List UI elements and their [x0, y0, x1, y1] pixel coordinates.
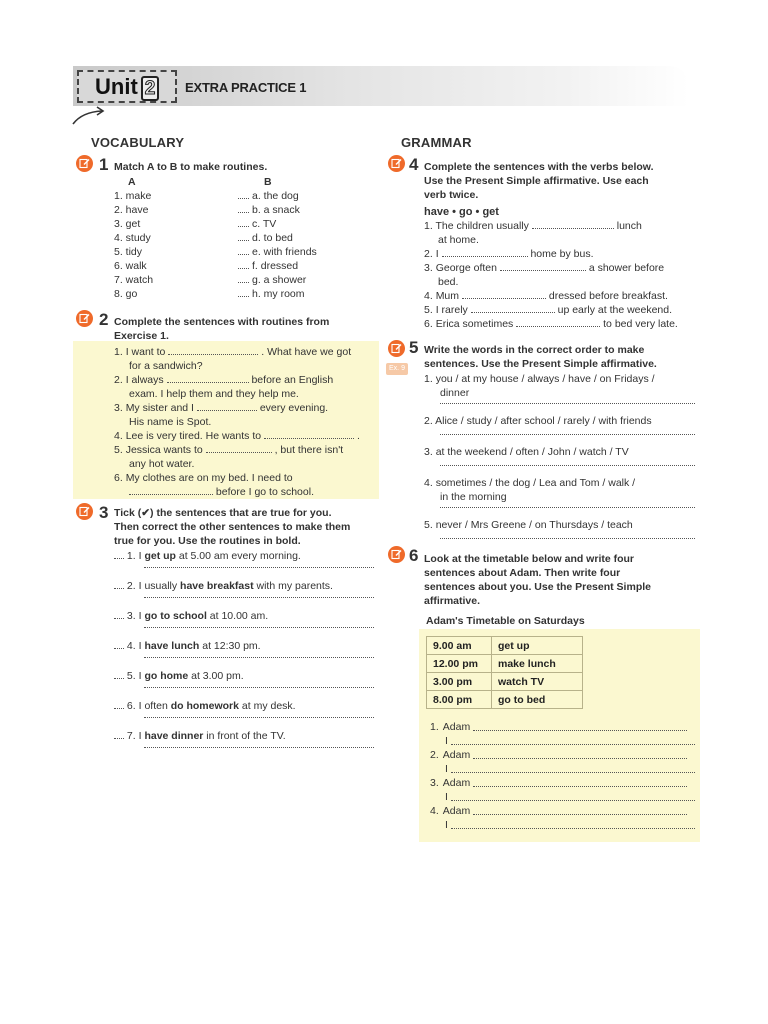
list-item-continued	[114, 359, 376, 373]
item-text: Lee is very tired. He wants to	[125, 430, 262, 442]
list-item	[424, 247, 694, 261]
match-item-b	[238, 245, 317, 259]
item-number: 4.	[430, 805, 439, 817]
timetable-time: 8.00 pm	[427, 691, 492, 709]
item-text: Alice / study / after school / rarely / with friends	[435, 415, 652, 427]
match-item-b	[238, 287, 317, 301]
vocabulary-heading: VOCABULARY	[91, 135, 185, 150]
tick-box[interactable]	[114, 610, 124, 619]
item-number: 6.	[126, 700, 136, 712]
answer-subject: Adam	[442, 721, 471, 733]
list-item	[114, 609, 379, 623]
item-text: home by bus.	[530, 248, 594, 260]
exercise-reference-badge: Ex. 9	[386, 363, 408, 375]
item-text: lunch	[616, 220, 642, 232]
match-blank[interactable]	[238, 232, 249, 241]
timetable-time: 3.00 pm	[427, 673, 492, 691]
item-text: Mum	[435, 290, 460, 302]
tick-box[interactable]	[114, 730, 124, 739]
answer-row	[430, 720, 695, 734]
curved-arrow-icon	[68, 98, 108, 128]
answer-row	[430, 748, 695, 762]
match-item-b	[238, 217, 317, 231]
match-item-text: a. the dog	[252, 190, 299, 202]
match-item-b	[238, 189, 317, 203]
list-item-continued	[114, 415, 376, 429]
match-item-a: 1. make	[114, 190, 152, 202]
timetable-row	[427, 655, 583, 673]
item-text: My clothes are on my bed. I need to	[125, 472, 293, 484]
exercise-instruction: Exercise 1.	[114, 330, 169, 342]
item-number: 3.	[114, 402, 123, 414]
exercise-2-items	[114, 345, 376, 499]
item-text: at 5.00 am every morning.	[175, 550, 301, 562]
item-text: . What have we got	[261, 346, 352, 358]
answer-blank[interactable]	[206, 444, 272, 453]
answer-subject: I	[445, 763, 448, 775]
routine-bold: do homework	[170, 700, 239, 712]
list-item	[424, 261, 694, 275]
list-item-continued: at home.	[438, 234, 479, 246]
exercise-3-items	[114, 549, 379, 759]
pencil-edit-icon	[76, 155, 93, 172]
list-item	[114, 471, 376, 485]
exercise-number: 2	[99, 310, 109, 329]
item-text: in front of the TV.	[203, 730, 286, 742]
pencil-edit-icon	[76, 503, 93, 520]
answer-line[interactable]	[144, 747, 374, 748]
answer-line[interactable]	[144, 597, 374, 598]
exercise-instruction: Match A to B to make routines.	[114, 161, 268, 173]
list-item	[424, 414, 694, 428]
match-item-a: 5. tidy	[114, 246, 143, 258]
item-text: at my desk.	[238, 700, 296, 712]
unit-word: Unit	[95, 74, 138, 99]
item-number: 2.	[126, 580, 136, 592]
answer-line[interactable]	[451, 800, 695, 801]
match-blank[interactable]	[238, 274, 249, 283]
timetable-time: 9.00 am	[427, 637, 492, 655]
timetable-title: Adam's Timetable on Saturdays	[426, 615, 585, 627]
answer-blank[interactable]	[442, 248, 528, 257]
exercise-number: 5	[409, 338, 419, 357]
list-item	[424, 303, 694, 317]
answer-line[interactable]	[440, 507, 695, 508]
list-item	[424, 518, 694, 532]
match-item-text: c. TV	[252, 218, 277, 230]
item-number: 5.	[424, 304, 433, 316]
answer-line[interactable]	[144, 627, 374, 628]
item-text: , but there isn't	[274, 444, 344, 456]
page-title: EXTRA PRACTICE 1	[185, 80, 307, 95]
match-item-a: 7. watch	[114, 274, 154, 286]
answer-line[interactable]	[473, 814, 687, 815]
answer-line[interactable]	[473, 786, 687, 787]
item-text: I	[138, 670, 145, 682]
answer-row	[430, 818, 695, 832]
exercise-instruction: sentences about you. Use the Present Simple	[424, 581, 651, 593]
item-number: 1.	[126, 550, 136, 562]
match-item-b	[238, 231, 317, 245]
timetable	[426, 636, 583, 709]
tick-box[interactable]	[114, 580, 124, 589]
pencil-edit-icon	[76, 310, 93, 327]
item-number: 2.	[424, 415, 433, 427]
item-number: 4.	[114, 430, 123, 442]
match-item-b	[238, 273, 317, 287]
list-item-continued: bed.	[438, 276, 459, 288]
item-text: I	[138, 640, 145, 652]
item-text: I often	[138, 700, 171, 712]
item-number: 1.	[430, 721, 439, 733]
item-number: 2.	[430, 749, 439, 761]
list-item	[424, 476, 694, 490]
timetable-activity: go to bed	[492, 691, 583, 709]
item-number: 1.	[424, 220, 433, 232]
list-item	[114, 373, 376, 387]
item-text: before I go to school.	[215, 486, 314, 498]
timetable-activity: get up	[492, 637, 583, 655]
answer-line[interactable]	[144, 657, 374, 658]
timetable-row	[427, 673, 583, 691]
answer-subject: Adam	[442, 805, 471, 817]
item-text: you / at my house / always / have / on Fridays /	[435, 373, 655, 385]
answer-line[interactable]	[440, 465, 695, 466]
item-text: George often	[435, 262, 497, 274]
item-text: any hot water.	[129, 458, 195, 470]
list-item	[114, 401, 376, 415]
item-text: Jessica wants to	[125, 444, 203, 456]
item-text: at 12:30 pm.	[199, 640, 261, 652]
verb-box: have • go • get	[424, 206, 499, 218]
pencil-edit-icon	[388, 340, 405, 357]
match-blank[interactable]	[238, 190, 249, 199]
answer-subject: I	[445, 735, 448, 747]
list-item	[114, 429, 376, 443]
answer-blank[interactable]	[516, 318, 600, 327]
list-item	[424, 289, 694, 303]
answer-line[interactable]	[473, 730, 687, 731]
item-number: 2.	[114, 374, 123, 386]
item-text: .	[356, 430, 360, 442]
exercise-number: 4	[409, 155, 419, 174]
column-b-list	[238, 189, 317, 301]
item-number: 5.	[126, 670, 136, 682]
item-text: at the weekend / often / John / watch / TV	[435, 446, 629, 458]
tick-box[interactable]	[114, 700, 124, 709]
answer-blank[interactable]	[532, 220, 614, 229]
answer-line[interactable]	[451, 828, 695, 829]
answer-subject: Adam	[442, 777, 471, 789]
match-item-text: h. my room	[252, 288, 305, 300]
exercise-6-answers	[430, 720, 695, 832]
answer-subject: Adam	[442, 749, 471, 761]
answer-blank[interactable]	[197, 402, 257, 411]
answer-blank[interactable]	[264, 430, 354, 439]
item-text: dressed before breakfast.	[548, 290, 668, 302]
list-item-continued: dinner	[440, 387, 470, 399]
item-text: never / Mrs Greene / on Thursdays / teach	[435, 519, 633, 531]
timetable-time: 12.00 pm	[427, 655, 492, 673]
routine-bold: have breakfast	[180, 580, 254, 592]
item-text: exam. I help them and they help me.	[129, 388, 299, 400]
item-number: 4.	[424, 290, 433, 302]
pencil-edit-icon	[388, 155, 405, 172]
tick-box[interactable]	[114, 550, 124, 559]
match-item-b	[238, 259, 317, 273]
answer-subject: I	[445, 791, 448, 803]
item-text: before an English	[251, 374, 334, 386]
answer-line[interactable]	[451, 772, 695, 773]
timetable-row	[427, 691, 583, 709]
item-text: at 10.00 am.	[206, 610, 269, 622]
match-item-b	[238, 203, 317, 217]
exercise-instruction: affirmative.	[424, 595, 481, 607]
answer-blank[interactable]	[168, 346, 258, 355]
exercise-instruction: true for you. Use the routines in bold.	[114, 535, 301, 547]
item-number: 7.	[126, 730, 136, 742]
item-number: 3.	[126, 610, 136, 622]
answer-line[interactable]	[440, 434, 695, 435]
item-text: The children usually	[435, 220, 529, 232]
answer-row	[430, 776, 695, 790]
list-item	[114, 345, 376, 359]
list-item	[114, 549, 379, 563]
exercise-number: 1	[99, 155, 109, 174]
exercise-instruction: verb twice.	[424, 189, 479, 201]
item-number: 3.	[424, 446, 433, 458]
answer-line[interactable]	[473, 758, 687, 759]
column-a-heading: A	[128, 176, 136, 188]
exercise-instruction: Use the Present Simple affirmative. Use each	[424, 175, 649, 187]
timetable-row	[427, 637, 583, 655]
column-b-heading: B	[264, 176, 272, 188]
item-text: up early at the weekend.	[557, 304, 673, 316]
answer-line[interactable]	[451, 744, 695, 745]
answer-line[interactable]	[440, 403, 695, 404]
item-number: 1.	[424, 373, 433, 385]
routine-bold: go home	[144, 670, 189, 682]
item-text: I usually	[138, 580, 181, 592]
tick-box[interactable]	[114, 640, 124, 649]
match-item-text: b. a snack	[252, 204, 300, 216]
answer-blank[interactable]	[129, 486, 213, 495]
match-blank[interactable]	[238, 260, 249, 269]
match-blank[interactable]	[238, 288, 249, 297]
exercise-instruction: Complete the sentences with routines from	[114, 316, 330, 328]
timetable-activity: watch TV	[492, 673, 583, 691]
item-text: I rarely	[435, 304, 468, 316]
exercise-instruction: Complete the sentences with the verbs below.	[424, 161, 654, 173]
item-text: I want to	[125, 346, 166, 358]
match-item-a: 6. walk	[114, 260, 147, 272]
list-item	[114, 699, 379, 713]
match-item-a: 4. study	[114, 232, 151, 244]
list-item	[424, 372, 694, 386]
match-item-a: 8. go	[114, 288, 138, 300]
pencil-edit-icon	[388, 546, 405, 563]
item-text: Erica sometimes	[435, 318, 514, 330]
answer-row	[430, 762, 695, 776]
exercise-number: 3	[99, 503, 109, 522]
list-item	[424, 317, 694, 331]
column-a-list	[114, 189, 153, 301]
answer-line[interactable]	[440, 538, 695, 539]
match-item-text: f. dressed	[252, 260, 299, 272]
match-item-text: e. with friends	[252, 246, 317, 258]
routine-bold: get up	[144, 550, 176, 562]
list-item	[114, 729, 379, 743]
routine-bold: go to school	[144, 610, 207, 622]
exercise-instruction: sentences about Adam. Then write four	[424, 567, 621, 579]
item-number: 3.	[424, 262, 433, 274]
item-text: at 3.00 pm.	[188, 670, 244, 682]
list-item	[424, 219, 694, 233]
unit-number: 2	[141, 76, 160, 101]
answer-blank[interactable]	[167, 374, 249, 383]
item-number: 4.	[126, 640, 136, 652]
routine-bold: have lunch	[144, 640, 200, 652]
list-item-continued	[114, 485, 376, 499]
item-text: I	[138, 550, 145, 562]
match-blank[interactable]	[238, 204, 249, 213]
list-item	[114, 579, 379, 593]
match-item-text: d. to bed	[252, 232, 293, 244]
item-text: to bed very late.	[603, 318, 678, 330]
exercise-number: 6	[409, 546, 419, 565]
item-text: I	[435, 248, 439, 260]
item-text: every evening.	[259, 402, 329, 414]
exercise-instruction: Write the words in the correct order to make	[424, 344, 645, 356]
item-text: a shower before	[588, 262, 665, 274]
exercise-instruction: Then correct the other sentences to make them	[114, 521, 351, 533]
match-blank[interactable]	[238, 218, 249, 227]
answer-blank[interactable]	[462, 290, 546, 299]
list-item	[424, 445, 694, 459]
item-number: 6.	[114, 472, 123, 484]
answer-row	[430, 790, 695, 804]
tick-box[interactable]	[114, 670, 124, 679]
list-item-continued: in the morning	[440, 491, 507, 503]
answer-row	[430, 734, 695, 748]
list-item	[114, 639, 379, 653]
routine-bold: have dinner	[144, 730, 204, 742]
item-text: sometimes / the dog / Lea and Tom / walk /	[435, 477, 636, 489]
list-item	[114, 443, 376, 457]
timetable-activity: make lunch	[492, 655, 583, 673]
item-text: His name is Spot.	[129, 416, 212, 428]
list-item	[114, 669, 379, 683]
item-text: I always	[125, 374, 164, 386]
answer-line[interactable]	[144, 567, 374, 568]
item-number: 5.	[424, 519, 433, 531]
item-text: with my parents.	[253, 580, 333, 592]
exercise-4-items	[424, 219, 694, 331]
match-item-a: 2. have	[114, 204, 149, 216]
match-item-a: 3. get	[114, 218, 141, 230]
list-item-continued	[114, 387, 376, 401]
exercise-instruction: sentences. Use the Present Simple affirmative.	[424, 358, 657, 370]
item-number: 1.	[114, 346, 123, 358]
answer-row	[430, 804, 695, 818]
answer-line[interactable]	[144, 687, 374, 688]
grammar-heading: GRAMMAR	[401, 135, 472, 150]
answer-blank[interactable]	[471, 304, 555, 313]
item-number: 4.	[424, 477, 433, 489]
item-number: 3.	[430, 777, 439, 789]
answer-line[interactable]	[144, 717, 374, 718]
exercise-instruction: Look at the timetable below and write four	[424, 553, 635, 565]
exercise-5-items	[424, 372, 694, 549]
answer-subject: I	[445, 819, 448, 831]
list-item-continued	[114, 457, 376, 471]
answer-blank[interactable]	[500, 262, 586, 271]
item-number: 5.	[114, 444, 123, 456]
item-text: My sister and I	[125, 402, 194, 414]
match-item-text: g. a shower	[252, 274, 307, 286]
item-text: for a sandwich?	[129, 360, 203, 372]
item-number: 2.	[424, 248, 433, 260]
item-text: I	[138, 610, 145, 622]
item-text: I	[138, 730, 145, 742]
match-blank[interactable]	[238, 246, 249, 255]
item-number: 6.	[424, 318, 433, 330]
exercise-instruction: Tick (✔) the sentences that are true for you.	[114, 507, 332, 519]
